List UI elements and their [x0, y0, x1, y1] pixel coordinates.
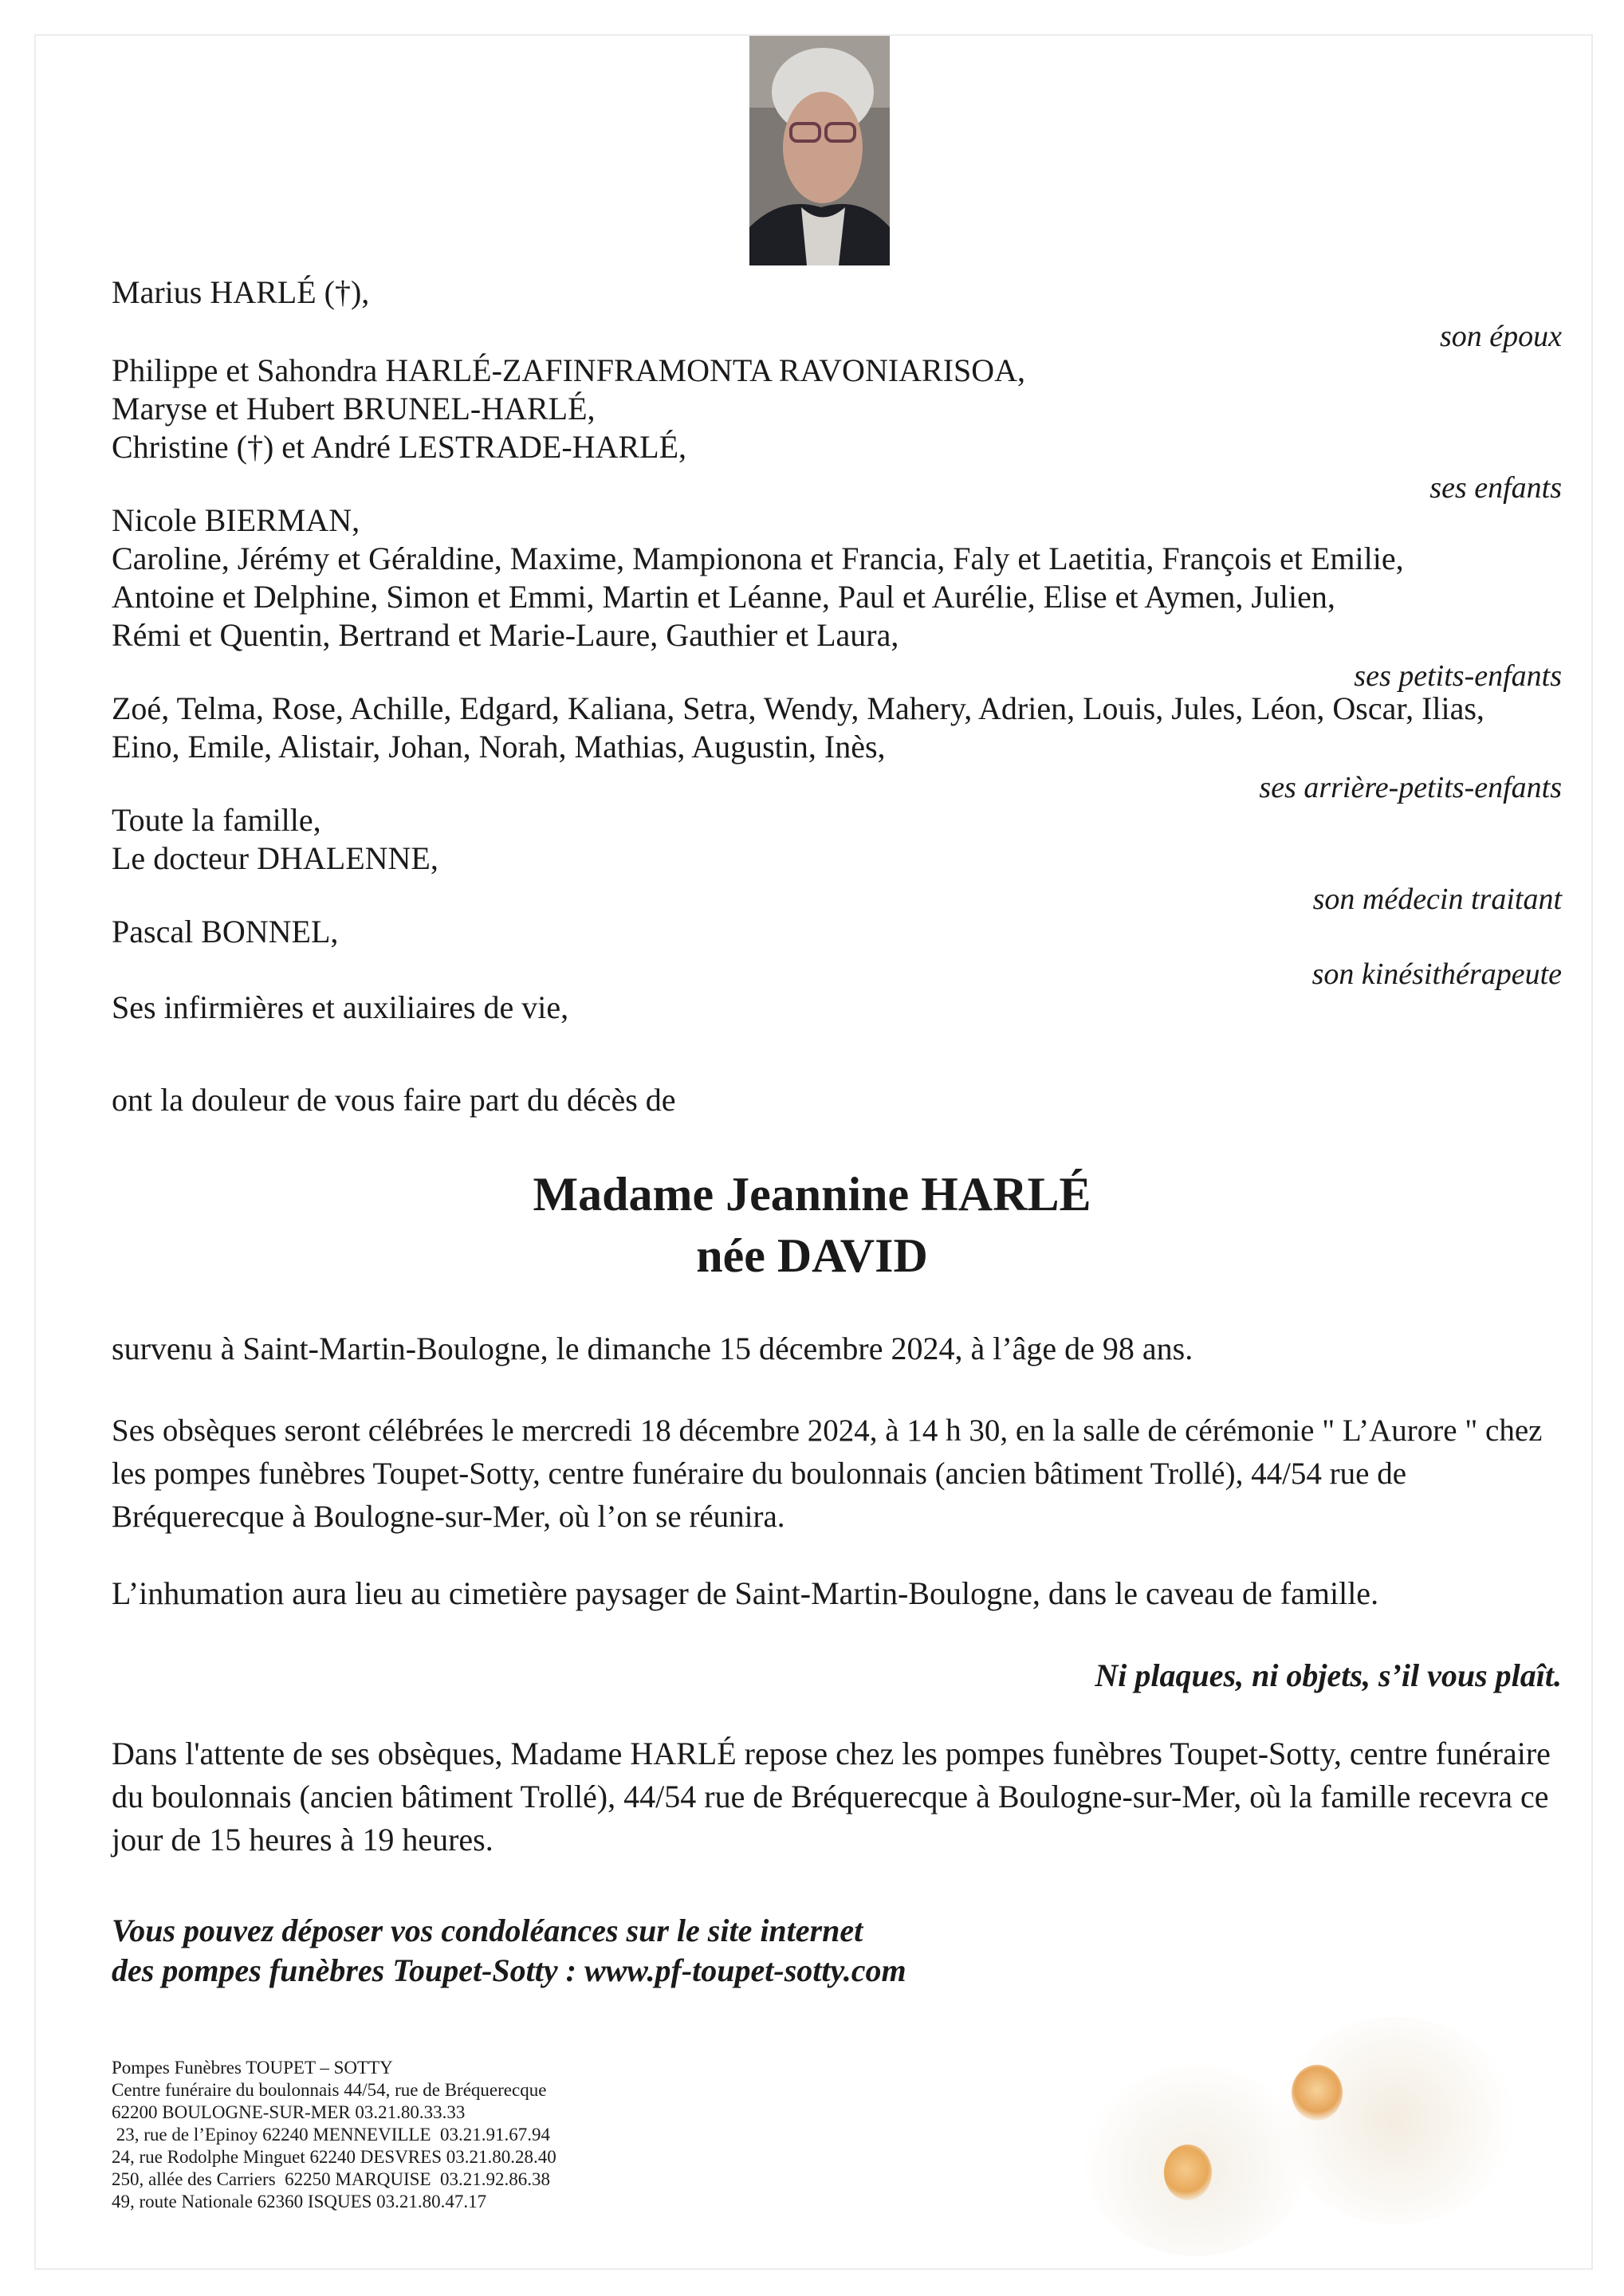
doctor-line: Le docteur DHALENNE, [112, 840, 438, 876]
children-line-2: Maryse et Hubert BRUNEL-HARLÉ, [112, 391, 596, 427]
footer-line-7: 49, route Nationale 62360 ISQUES 03.21.80.47.17 [112, 2192, 487, 2211]
nurses-line: Ses infirmières et auxiliaires de vie, [112, 989, 569, 1025]
great-grandchildren-role: ses arrière-petits-enfants [1259, 771, 1562, 804]
family-all-line: Toute la famille, [112, 802, 321, 838]
children-line-3: Christine (†) et André LESTRADE-HARLÉ, [112, 429, 686, 465]
viewing-info: Dans l'attente de ses obsèques, Madame HARLÉ repose chez les pompes funèbres Toupet-Sotty, centre funéraire du boulonnais (ancien bâtiment Trollé), 44/54 rue de Bréquerecque à Boulogne-sur-Mer, où la famille recevra ce jour de 15 heures à 19 heures. [112, 1736, 1551, 1858]
orchid-decoration [1036, 1953, 1595, 2288]
grandchildren-line-4: Rémi et Quentin, Bertrand et Marie-Laure, Gauthier et Laura, [112, 617, 899, 653]
condolences-line-2: des pompes funèbres Toupet-Sotty : www.pf-toupet-sotty.com [112, 1952, 906, 1988]
deceased-name: Madame Jeannine HARLÉ [533, 1168, 1091, 1221]
husband-line: Marius HARLÉ (†), [112, 274, 370, 310]
deceased-maiden-name: née DAVID [696, 1229, 928, 1282]
grandchildren-line-1: Nicole BIERMAN, [112, 502, 360, 538]
grandchildren-line-2: Caroline, Jérémy et Géraldine, Maxime, Mampionona et Francia, Faly et Laetitia, François et Emilie, [112, 541, 1404, 576]
footer-line-4: 23, rue de l’Epinoy 62240 MENNEVILLE 03.21.91.67.94 [112, 2125, 551, 2145]
footer-line-3: 62200 BOULOGNE-SUR-MER 03.21.80.33.33 [112, 2102, 466, 2122]
footer-line-1: Pompes Funèbres TOUPET – SOTTY [112, 2058, 393, 2078]
children-role: ses enfants [1429, 471, 1562, 505]
physio-role: son kinésithérapeute [1311, 957, 1562, 991]
great-grandchildren-line-1: Zoé, Telma, Rose, Achille, Edgard, Kaliana, Setra, Wendy, Mahery, Adrien, Louis, Jules, Léon, Oscar, Ilias, [112, 690, 1484, 726]
portrait-photo [749, 36, 890, 265]
announcement: ont la douleur de vous faire part du décès de [112, 1082, 676, 1118]
grandchildren-role: ses petits-enfants [1354, 659, 1562, 693]
no-flowers-note: Ni plaques, ni objets, s’il vous plaît. [1095, 1657, 1562, 1693]
condolences-line-1: Vous pouvez déposer vos condoléances sur le site internet [112, 1913, 863, 1948]
footer-line-5: 24, rue Rodolphe Minguet 62240 DESVRES 03.21.80.28.40 [112, 2147, 556, 2167]
death-info: survenu à Saint-Martin-Boulogne, le dimanche 15 décembre 2024, à l’âge de 98 ans. [112, 1331, 1193, 1366]
grandchildren-line-3: Antoine et Delphine, Simon et Emmi, Martin et Léanne, Paul et Aurélie, Elise et Aymen, Julien, [112, 579, 1335, 615]
funeral-info: Ses obsèques seront célébrées le mercredi 18 décembre 2024, à 14 h 30, en la salle de cérémonie " L’Aurore " chez les pompes funèbres Toupet-Sotty, centre funéraire du boulonnais (ancien bâtiment Trollé), 44/54 rue de Bréquerecque à Boulogne-sur-Mer, où l’on se réunira. [112, 1413, 1543, 1534]
footer-line-2: Centre funéraire du boulonnais 44/54, rue de Bréquerecque [112, 2080, 547, 2100]
burial-info: L’inhumation aura lieu au cimetière paysager de Saint-Martin-Boulogne, dans le caveau de famille. [112, 1575, 1379, 1611]
physio-line: Pascal BONNEL, [112, 914, 339, 949]
children-line-1: Philippe et Sahondra HARLÉ-ZAFINFRAMONTA RAVONIARISOA, [112, 352, 1026, 388]
footer-line-6: 250, allée des Carriers 62250 MARQUISE 03.21.92.86.38 [112, 2169, 551, 2189]
great-grandchildren-line-2: Eino, Emile, Alistair, Johan, Norah, Mathias, Augustin, Inès, [112, 729, 886, 765]
doctor-role: son médecin traitant [1312, 883, 1562, 916]
husband-role: son époux [1439, 320, 1562, 353]
